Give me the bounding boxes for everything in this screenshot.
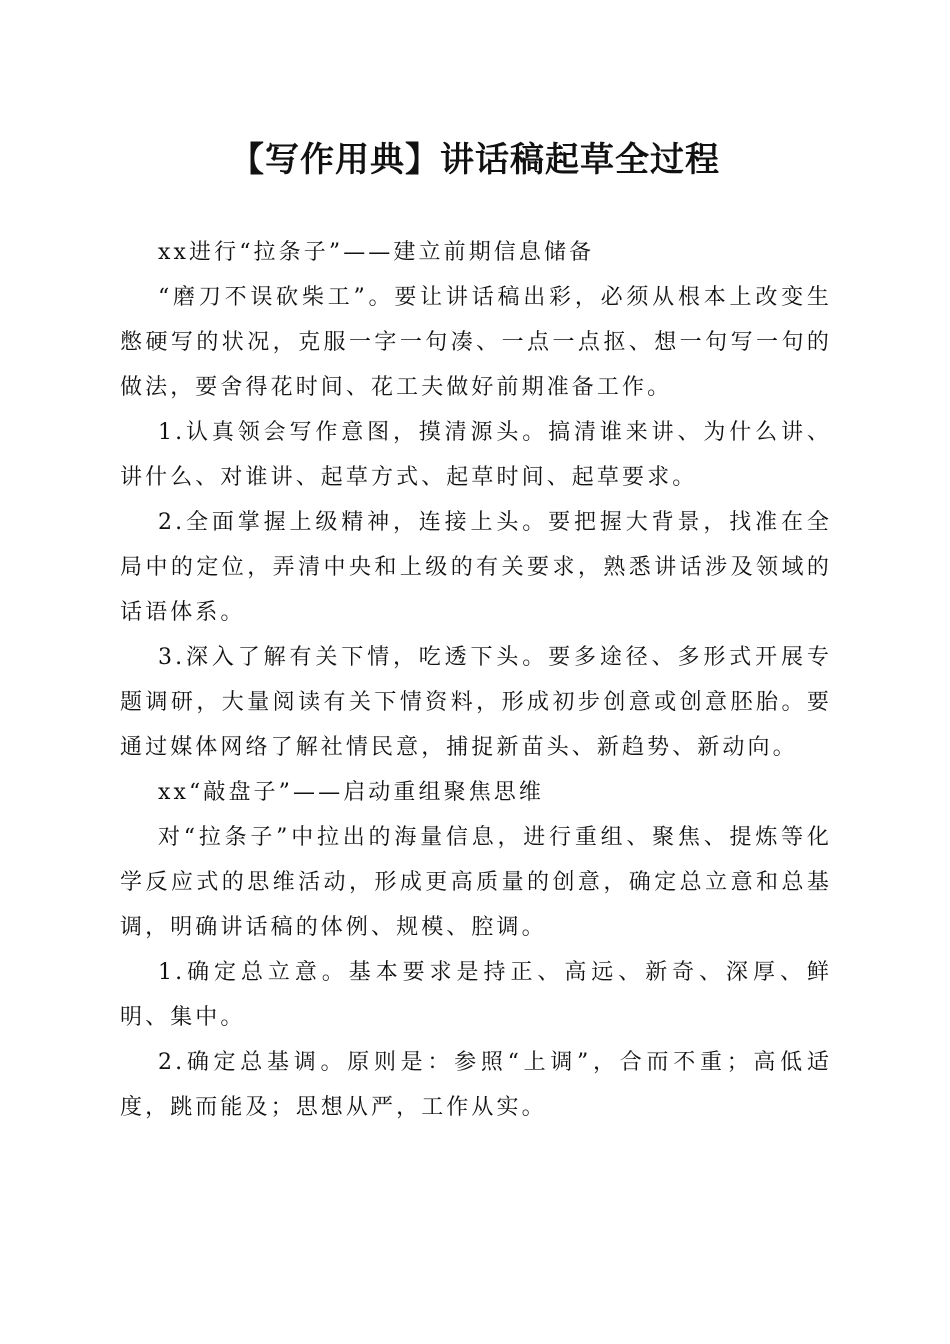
paragraph-intro-2: 对“拉条子”中拉出的海量信息，进行重组、聚焦、提炼等化学反应式的思维活动，形成更高质量的创意，确定总立意和总基调，明确讲话稿的体例、规模、腔调。 — [120, 825, 832, 940]
section-heading-1: xx进行“拉条子”——建立前期信息储备 — [158, 240, 595, 265]
list-item-2-1: 1.确定总立意。基本要求是持正、高远、新奇、深厚、鲜明、集中。 — [120, 960, 832, 1030]
document-body — [120, 230, 832, 1130]
list-item-2-2: 2.确定总基调。原则是：参照“上调”，合而不重；高低适度，跳而能及；思想从严，工作从实。 — [120, 1050, 832, 1120]
list-item-1-3: 3.深入了解有关下情，吃透下头。要多途径、多形式开展专题调研，大量阅读有关下情资料，形成初步创意或创意胚胎。要通过媒体网络了解社情民意，捕捉新苗头、新趋势、新动向。 — [120, 645, 832, 760]
section-heading-2: xx“敲盘子”——启动重组聚焦思维 — [158, 780, 545, 805]
list-item-1-1: 1.认真领会写作意图，摸清源头。搞清谁来讲、为什么讲、讲什么、对谁讲、起草方式、起草时间、起草要求。 — [120, 420, 832, 490]
list-item-1-2: 2.全面掌握上级精神，连接上头。要把握大背景，找准在全局中的定位，弄清中央和上级的有关要求，熟悉讲话涉及领域的话语体系。 — [120, 510, 832, 625]
document-title: 【写作用典】讲话稿起草全过程 — [230, 140, 720, 180]
paragraph-intro-1: “磨刀不误砍柴工”。要让讲话稿出彩，必须从根本上改变生憋硬写的状况，克服一字一句凑、一点一点抠、想一句写一句的做法，要舍得花时间、花工夫做好前期准备工作。 — [120, 285, 832, 400]
